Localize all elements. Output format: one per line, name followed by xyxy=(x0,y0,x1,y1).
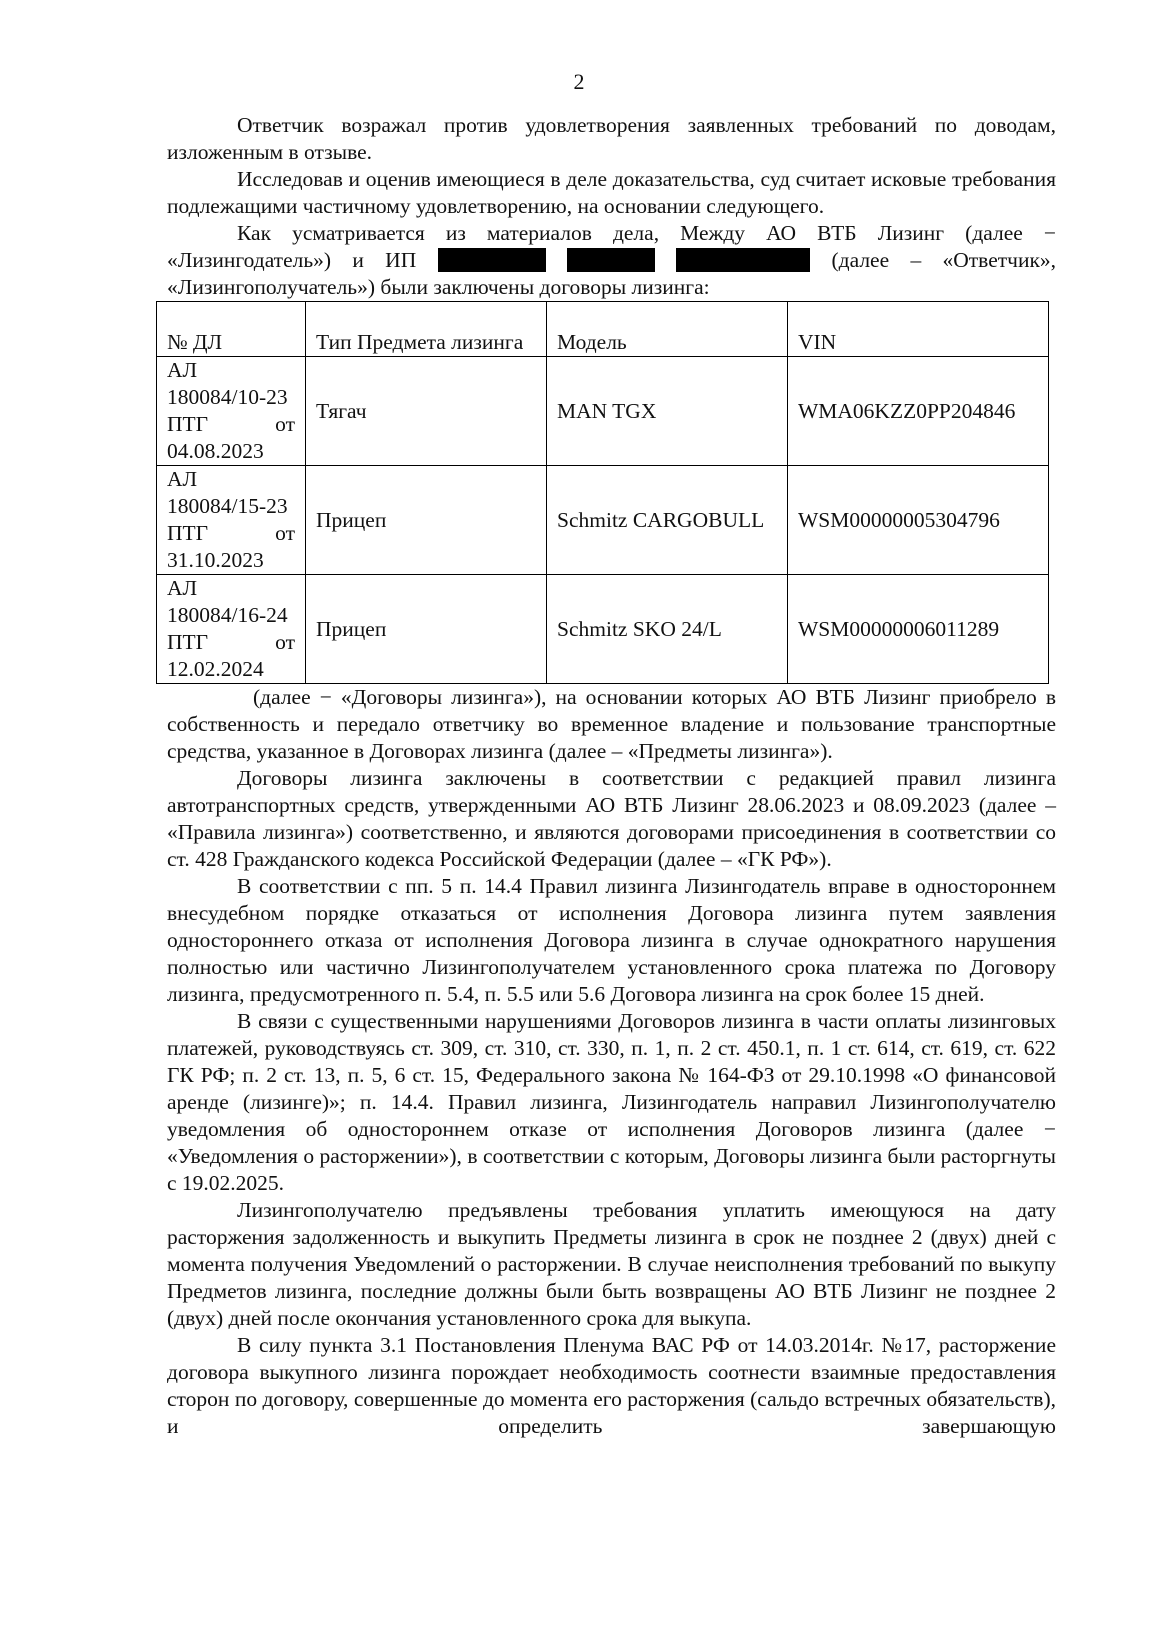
document-body xyxy=(167,112,1056,1440)
contract-number-cell: АЛ 180084/16-24 ПТГ от 12.02.2024 xyxy=(157,575,306,684)
page-number: 2 xyxy=(573,69,585,94)
vin-cell xyxy=(788,357,1049,466)
contract-number-cell: АЛ 180084/15-23 ПТГ от 31.10.2023 xyxy=(157,466,306,575)
redaction-block xyxy=(567,248,655,272)
vin-cell: WSM00000006011289 xyxy=(788,575,1049,684)
header-cell: Модель xyxy=(547,302,788,357)
table-header-row xyxy=(157,302,1049,357)
paragraph: В соответствии с пп. 5 п. 14.4 Правил лизинга Лизингодатель вправе в одностороннем внесудебном порядке отказаться от исполнения Договора лизинга путем заявления одностороннего отказа от исполнения Договора лизинга в случае однократного нарушения полностью или частично Лизингополучателем установленного срока платежа по Договору лизинга, предусмотренного п. 5.4, п. 5.5 или 5.6 Договора лизинга на срок более 15 дней. xyxy=(167,874,1056,1006)
model-cell: Schmitz CARGOBULL xyxy=(547,466,788,575)
paragraph: Ответчик возражал против удовлетворения заявленных требований по доводам, изложенным в отзыве. xyxy=(167,113,1056,164)
intro-text-part1: Как усматривается из материалов дела, Между АО ВТБ Лизинг (далее − «Лизингодатель») и ИП xyxy=(167,221,1056,272)
type-cell: Прицеп xyxy=(306,466,547,575)
vin-text: WMA06KZZ0PP204846 xyxy=(798,398,1016,423)
model-cell: MAN TGX xyxy=(547,357,788,466)
vin-cell: WSM00000005304796 xyxy=(788,466,1049,575)
header-cell: VIN xyxy=(788,302,1049,357)
table-row xyxy=(157,575,1049,684)
intro-text-part2: (далее – «Ответчик», «Лизингополучатель») были заключены договоры лизинга: xyxy=(167,248,1057,299)
model-cell: Schmitz SKO 24/L xyxy=(547,575,788,684)
type-cell: Тягач xyxy=(306,357,547,466)
redaction-block xyxy=(676,248,810,272)
intro-paragraph xyxy=(167,220,1056,301)
paragraph: В связи с существенными нарушениями Договоров лизинга в части оплаты лизинговых платежей, руководствуясь ст. 309, ст. 310, ст. 330, п. 1, п. 2 ст. 450.1, п. 1 ст. 614, ст. 619, ст. 622 ГК РФ; п. 2 ст. 13, п. 5, 6 ст. 15, Федерального закона № 164-ФЗ от 29.10.1998 «О финансовой аренде (лизинге)»; п. 14.4. Правил лизинга, Лизингодатель направил Лизингополучателю уведомления об одностороннем отказе от исполнения Договоров лизинга (далее − «Уведомления о расторжении»), в соответствии с которым, Договоры лизинга были расторгнуты с 19.02.2025. xyxy=(167,1009,1056,1195)
paragraph: Договоры лизинга заключены в соответствии с редакцией правил лизинга автотранспортных средств, утвержденными АО ВТБ Лизинг 28.06.2023 и 08.09.2023 (далее – «Правила лизинга») соответственно, и являются договорами присоединения в соответствии со ст. 428 Гражданского кодекса Российской Федерации (далее – «ГК РФ»). xyxy=(167,766,1056,871)
paragraph: Лизингополучателю предъявлены требования уплатить имеющуюся на дату расторжения задолженность и выкупить Предметы лизинга в срок не позднее 2 (двух) дней с момента получения Уведомлений о расторжении. В случае неисполнения требований по выкупу Предметов лизинга, последние должны были быть возвращены АО ВТБ Лизинг не позднее 2 (двух) дней после окончания установленного срока для выкупа. xyxy=(167,1198,1056,1330)
paragraph: В силу пункта 3.1 Постановления Пленума ВАС РФ от 14.03.2014г. №17, расторжение договора выкупного лизинга порождает необходимость соотнести взаимные предоставления сторон по договору, совершенные до момента его расторжения (сальдо встречных обязательств), и определить завершающую xyxy=(167,1333,1056,1438)
table-row xyxy=(157,466,1049,575)
header-cell: Тип Предмета лизинга xyxy=(306,302,547,357)
leasing-contracts-table xyxy=(156,301,1049,684)
redaction-block xyxy=(438,248,546,272)
contract-number-cell: АЛ 180084/10-23 ПТГ от 04.08.2023 xyxy=(157,357,306,466)
paragraph: (далее − «Договоры лизинга»), на основании которых АО ВТБ Лизинг приобрело в собственность и передало ответчику во временное владение и пользование транспортные средства, указанное в Договорах лизинга (далее – «Предметы лизинга»). xyxy=(167,685,1056,763)
table-row xyxy=(157,357,1049,466)
type-cell: Прицеп xyxy=(306,575,547,684)
header-cell: № ДЛ xyxy=(157,302,306,357)
paragraph: Исследовав и оценив имеющиеся в деле доказательства, суд считает исковые требования подлежащими частичному удовлетворению, на основании следующего. xyxy=(167,167,1056,218)
